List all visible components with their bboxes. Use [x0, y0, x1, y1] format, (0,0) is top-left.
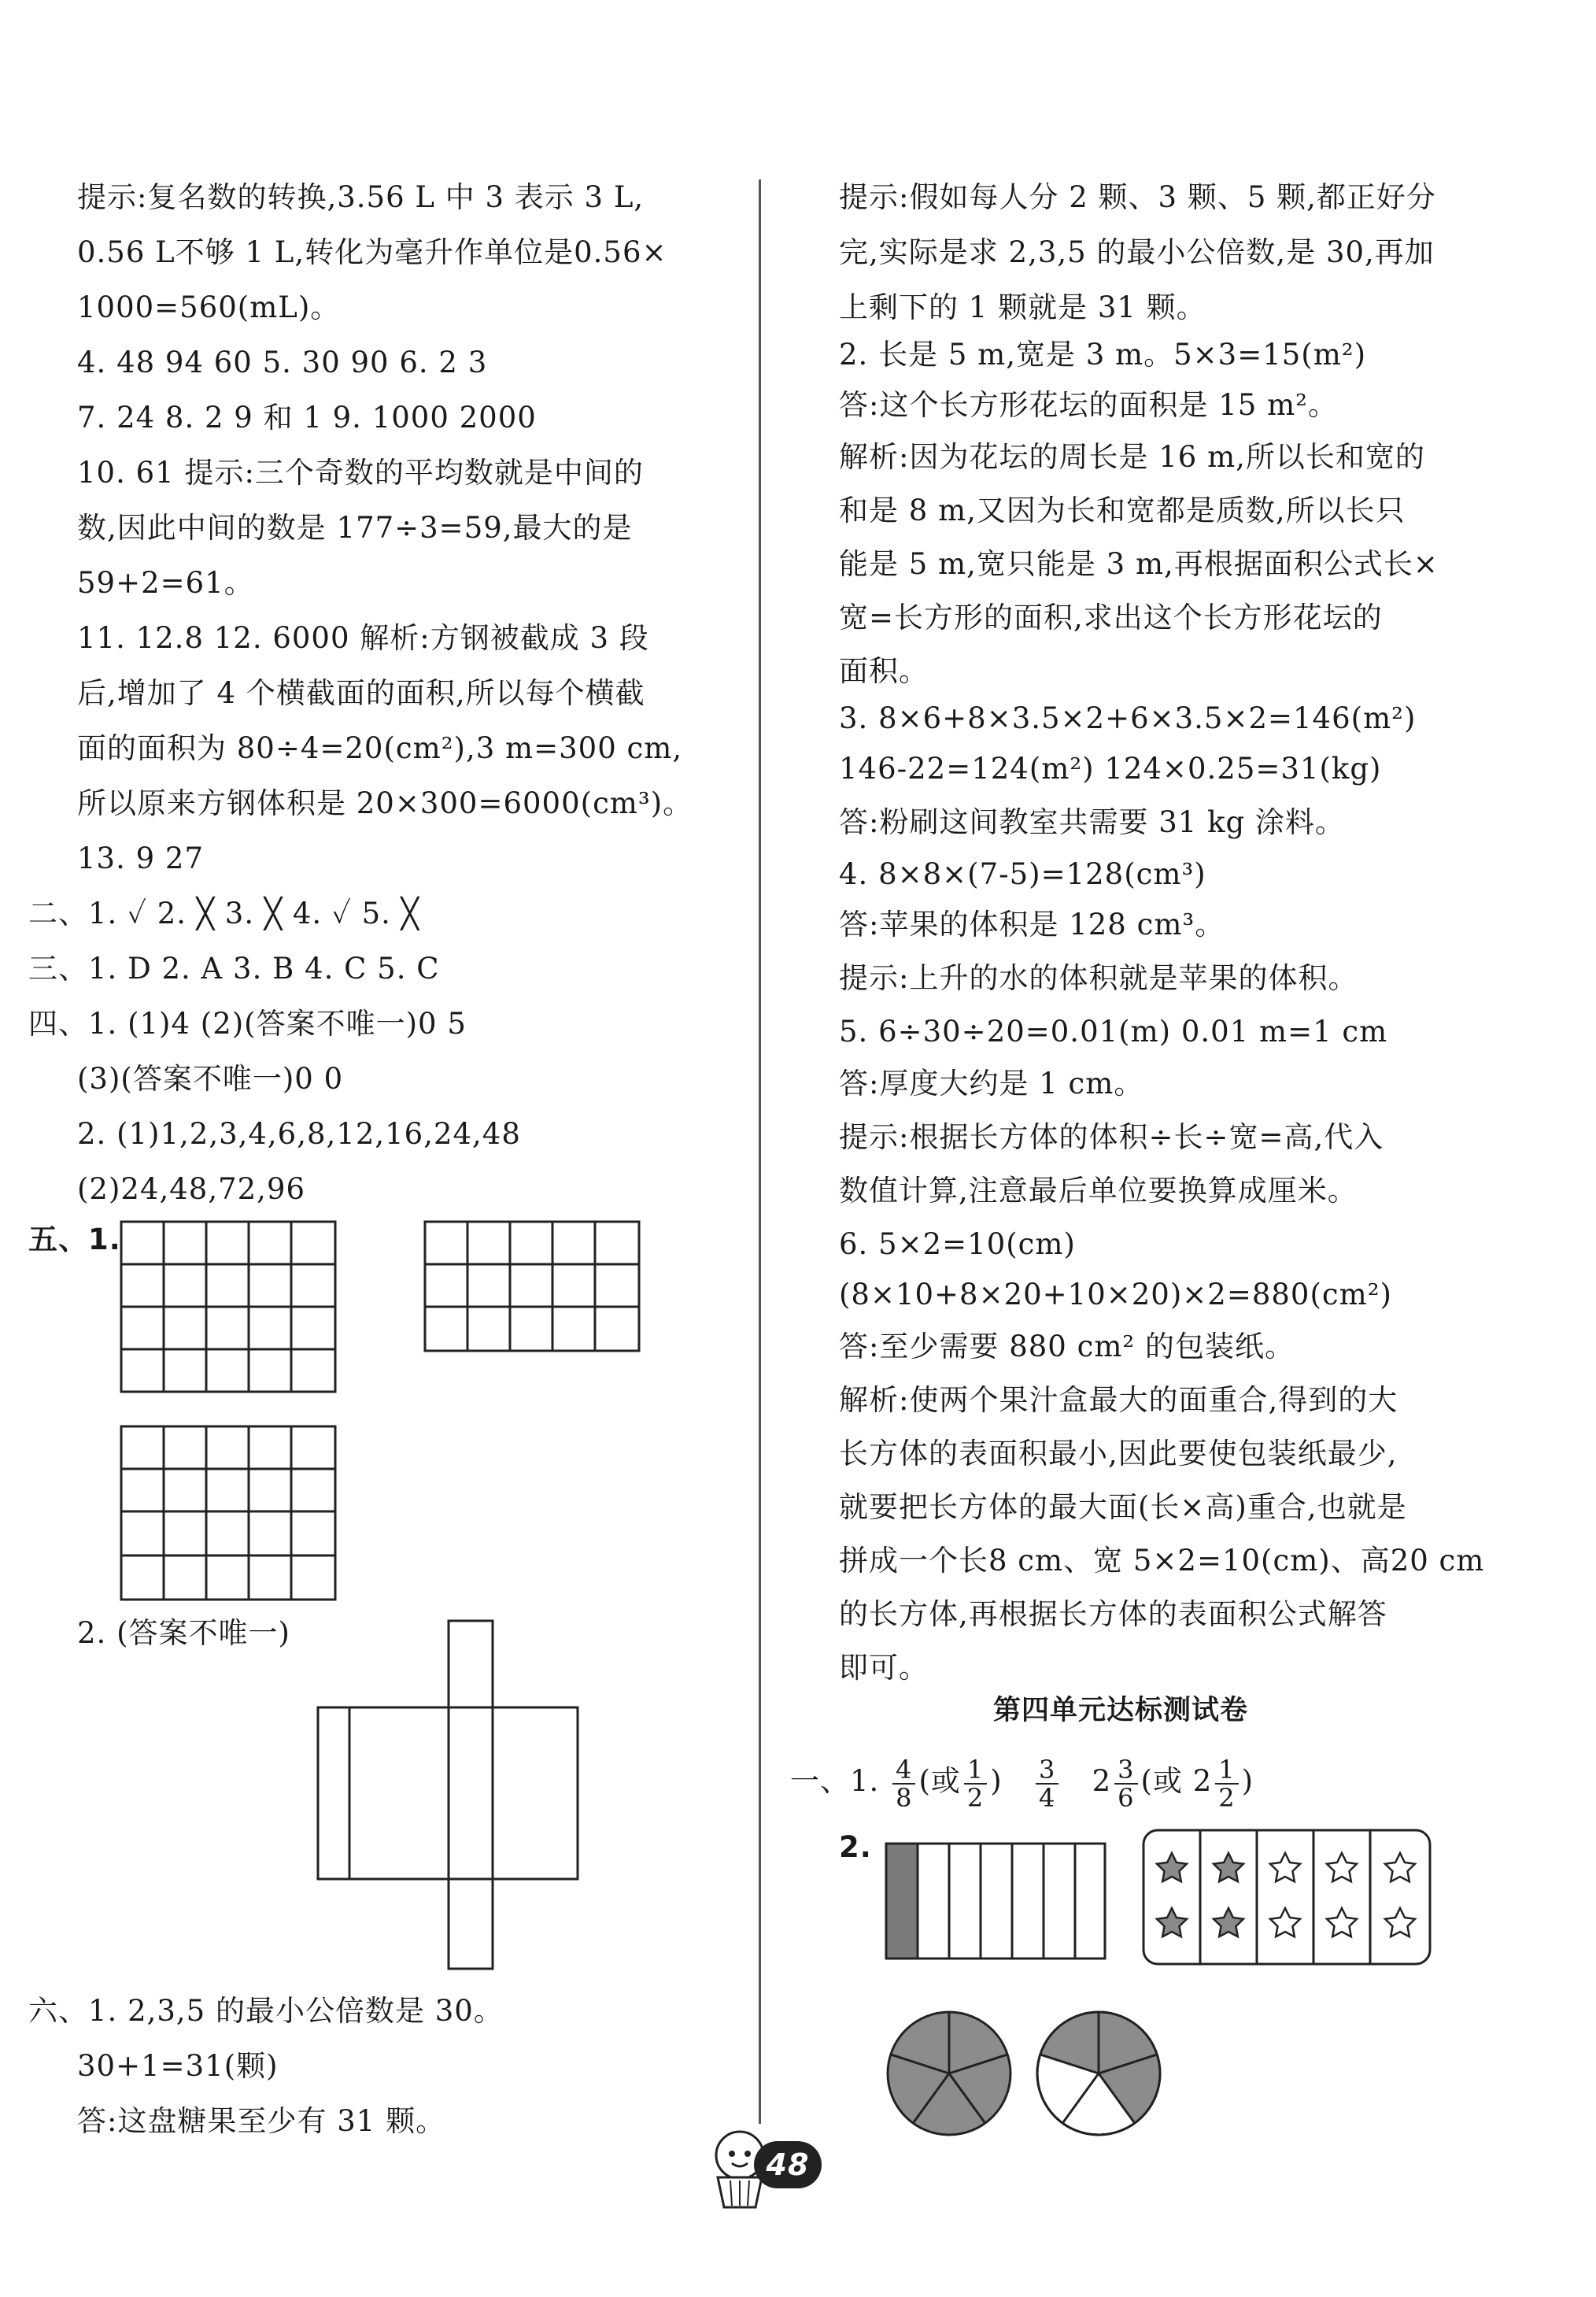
left-line: 7. 24 8. 2 9 和 1 9. 1000 2000	[77, 401, 537, 435]
right-line: 答:至少需要 880 cm² 的包装纸。	[839, 1330, 1295, 1363]
right-line: 长方体的表面积最小,因此要使包装纸最少,	[839, 1437, 1398, 1470]
left-line: (3)(答案不唯一)0 0	[77, 1062, 344, 1096]
left-line: 三、1. D 2. A 3. B 4. C 5. C	[28, 952, 440, 986]
right-line: 即可。	[839, 1651, 929, 1685]
fraction	[964, 1756, 987, 1811]
right-line: 提示:假如每人分 2 颗、3 颗、5 颗,都正好分	[839, 180, 1436, 214]
left-line: 后,增加了 4 个横截面的面积,所以每个横截	[77, 676, 645, 710]
denominator: 2	[1218, 1782, 1236, 1813]
right-line: 能是 5 m,宽只能是 3 m,再根据面积公式长×	[839, 547, 1439, 581]
right-line: 答:这个长方形花坛的面积是 15 m²。	[839, 388, 1338, 422]
right-line: 宽=长方形的面积,求出这个长方形花坛的	[839, 601, 1383, 634]
grid-figure-1	[120, 1220, 337, 1393]
left-line: (2)24,48,72,96	[77, 1172, 306, 1206]
star-box-figure	[1141, 1828, 1432, 1966]
right-line: 答:粉刷这间教室共需要 31 kg 涂料。	[839, 805, 1345, 839]
right-line: 解析:使两个果汁盒最大的面重合,得到的大	[839, 1383, 1398, 1417]
denominator: 4	[1038, 1782, 1056, 1813]
fraction	[1036, 1756, 1058, 1811]
question-label: 2.	[839, 1830, 872, 1864]
grid-figure-2	[423, 1220, 641, 1352]
right-line: 146-22=124(m²) 124×0.25=31(kg)	[839, 752, 1382, 786]
right-line: 2. 长是 5 m,宽是 3 m。5×3=15(m²)	[839, 338, 1367, 372]
circle-figure-shaded	[885, 2009, 1014, 2138]
left-line: 2. (1)1,2,3,4,6,8,12,16,24,48	[77, 1117, 521, 1151]
right-line: 答:苹果的体积是 128 cm³。	[839, 908, 1225, 941]
right-line: 拼成一个长8 cm、宽 5×2=10(cm)、高20 cm	[839, 1544, 1485, 1578]
left-line: 30+1=31(颗)	[77, 2049, 279, 2083]
right-line: 完,实际是求 2,3,5 的最小公倍数,是 30,再加	[839, 235, 1435, 269]
left-line: 面的面积为 80÷4=20(cm²),3 m=300 cm,	[77, 731, 683, 765]
left-line: 13. 9 27	[77, 841, 204, 875]
left-line: 所以原来方钢体积是 20×300=6000(cm³)。	[77, 786, 693, 820]
question-label: 五、1.	[28, 1222, 121, 1256]
right-line: 数值计算,注意最后单位要换算成厘米。	[839, 1174, 1358, 1208]
right-line: (8×10+8×20+10×20)×2=880(cm²)	[839, 1278, 1392, 1311]
whole-number: 2	[1092, 1764, 1112, 1798]
right-line: 4. 8×8×(7-5)=128(cm³)	[839, 857, 1206, 891]
right-line: 解析:因为花坛的周长是 16 m,所以长和宽的	[839, 440, 1425, 474]
denominator: 6	[1118, 1782, 1135, 1813]
left-line: 2. (答案不唯一)	[77, 1616, 290, 1650]
numerator: 4	[892, 1756, 915, 1785]
right-line: 就要把长方体的最大面(长×高)重合,也就是	[839, 1490, 1407, 1524]
fraction	[1215, 1756, 1238, 1811]
right-line: 上剩下的 1 颗就是 31 颗。	[839, 290, 1206, 324]
left-line: 4. 48 94 60 5. 30 90 6. 2 3	[77, 346, 488, 379]
grid-figure-3	[120, 1425, 337, 1601]
fraction	[1114, 1756, 1137, 1811]
left-line: 11. 12.8 12. 6000 解析:方钢被截成 3 段	[77, 621, 649, 655]
fraction-answer-line	[790, 1748, 1254, 1815]
right-line: 和是 8 m,又因为长和宽都是质数,所以长只	[839, 494, 1406, 527]
text-fragment: (或 2	[1140, 1764, 1213, 1798]
circle-figure-partial	[1034, 2009, 1163, 2138]
right-line: 面积。	[839, 654, 929, 688]
left-line: 六、1. 2,3,5 的最小公倍数是 30。	[28, 1994, 504, 2028]
right-line: 提示:根据长方体的体积÷长÷宽=高,代入	[839, 1120, 1384, 1154]
left-line: 四、1. (1)4 (2)(答案不唯一)0 5	[28, 1007, 467, 1041]
fraction	[892, 1756, 915, 1811]
right-line: 5. 6÷30÷20=0.01(m) 0.01 m=1 cm	[839, 1015, 1388, 1049]
denominator: 8	[896, 1782, 913, 1813]
numerator: 3	[1036, 1756, 1058, 1785]
question-prefix: 一、1.	[790, 1764, 880, 1798]
numerator: 3	[1114, 1756, 1137, 1785]
right-line: 的长方体,再根据长方体的表面积公式解答	[839, 1597, 1387, 1631]
right-line: 答:厚度大约是 1 cm。	[839, 1067, 1144, 1100]
denominator: 2	[966, 1782, 985, 1813]
column-divider	[759, 179, 761, 2124]
cuboid-net-figure	[315, 1618, 582, 1972]
left-line: 10. 61 提示:三个奇数的平均数就是中间的	[77, 456, 644, 490]
left-line: 提示:复名数的转换,3.56 L 中 3 表示 3 L,	[77, 180, 645, 214]
page-number: 48	[766, 2147, 810, 2182]
text-fragment: )	[1241, 1764, 1254, 1798]
right-line: 3. 8×6+8×3.5×2+6×3.5×2=146(m²)	[839, 701, 1417, 735]
numerator: 1	[1215, 1756, 1238, 1785]
left-line: 数,因此中间的数是 177÷3=59,最大的是	[77, 511, 633, 545]
left-line: 0.56 L不够 1 L,转化为毫升作单位是0.56×	[77, 235, 667, 269]
numerator: 1	[964, 1756, 987, 1785]
text-fragment: )	[990, 1764, 1003, 1798]
left-line: 二、1. ✓ 2. ╳ 3. ╳ 4. ✓ 5. ╳	[28, 897, 419, 930]
right-line: 提示:上升的水的体积就是苹果的体积。	[839, 961, 1358, 995]
section-title: 第四单元达标测试卷	[993, 1695, 1249, 1726]
left-line: 答:这盘糖果至少有 31 颗。	[77, 2104, 446, 2138]
text-fragment: (或	[918, 1764, 961, 1798]
left-line: 59+2=61。	[77, 566, 254, 600]
left-line: 1000=560(mL)。	[77, 290, 341, 324]
right-line: 6. 5×2=10(cm)	[839, 1227, 1076, 1261]
fraction-strip-figure	[885, 1842, 1106, 1960]
